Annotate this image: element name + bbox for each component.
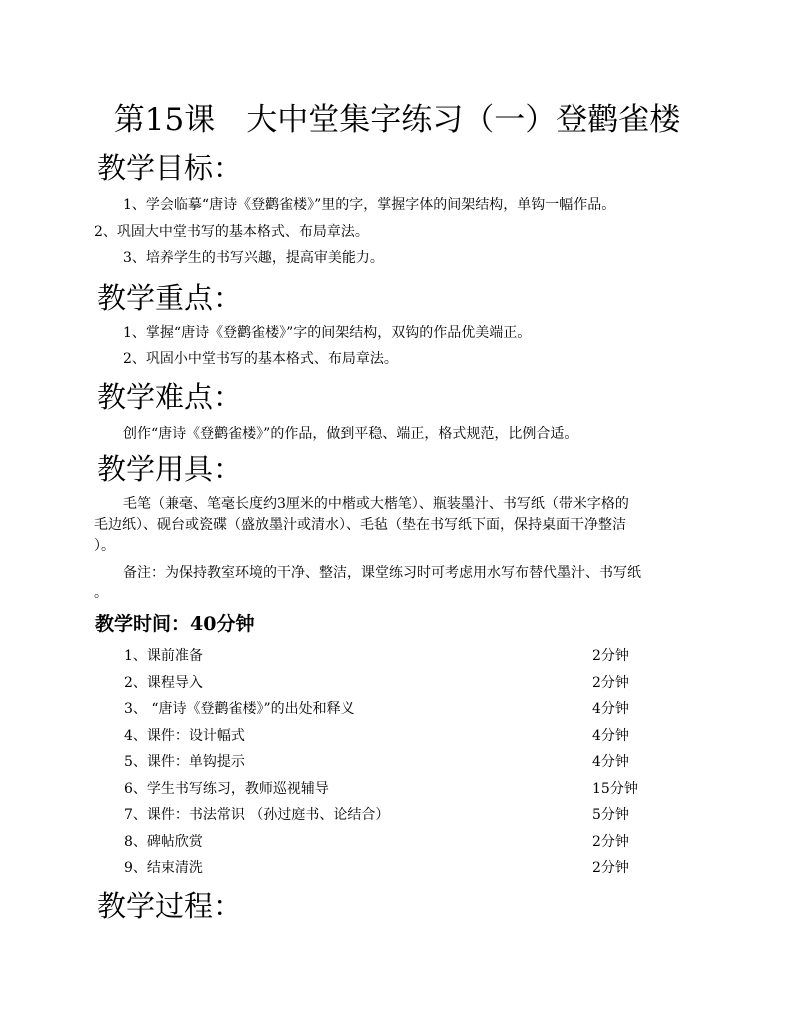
process-heading: 教学过程： — [97, 889, 243, 923]
schedule-item: 9、结束清洗 — [124, 860, 203, 876]
time-heading: 教学时间：40分钟 — [95, 613, 255, 635]
goal-item-3: 3、培养学生的书写兴趣，提高审美能力。 — [123, 250, 384, 266]
schedule-row — [124, 779, 644, 806]
schedule-duration: 4分钟 — [592, 701, 629, 717]
tools-note-line-1: 备注：为保持教室环境的干净、整洁，课堂练习时可考虑用水写布替代墨汁、书写纸 — [123, 565, 641, 581]
difficulties-heading: 教学难点： — [97, 380, 243, 414]
schedule-row — [124, 646, 644, 673]
goals-heading: 教学目标： — [97, 151, 243, 185]
schedule-duration: 2分钟 — [592, 860, 629, 876]
schedule-row — [124, 805, 644, 832]
difficulties-text: 创作“唐诗《登鹳雀楼》”的作品，做到平稳、端正，格式规范，比例合适。 — [123, 426, 579, 442]
schedule-item: 3、 “唐诗《登鹳雀楼》”的出处和释义 — [124, 701, 355, 717]
tools-line-3: ）。 — [94, 538, 115, 554]
tools-note-line-2: 。 — [94, 585, 108, 601]
schedule-item: 7、课件：书法常识 （孙过庭书、论结合） — [124, 807, 390, 823]
schedule-duration: 15分钟 — [592, 780, 638, 797]
schedule-row — [124, 858, 644, 885]
schedule-item: 1、课前准备 — [124, 648, 203, 664]
schedule-row — [124, 752, 644, 779]
schedule-row — [124, 673, 644, 700]
schedule-row — [124, 832, 644, 859]
schedule-row — [124, 726, 644, 753]
schedule-row — [124, 699, 644, 726]
tools-line-1: 毛笔（兼毫、笔毫长度约3厘米的中楷或大楷笔）、瓶装墨汁、书写纸（带米字格的 — [123, 496, 629, 512]
schedule-duration: 2分钟 — [592, 833, 629, 850]
key-points-heading: 教学重点： — [97, 281, 243, 315]
lesson-title: 第15课 大中堂集字练习（一）登鹳雀楼 — [113, 102, 681, 138]
tools-heading: 教学用具： — [97, 452, 243, 486]
goal-item-1: 1、学会临摹“唐诗《登鹳雀楼》”里的字，掌握字体的间架结构，单钩一幅作品。 — [123, 197, 616, 213]
schedule-duration: 5分钟 — [592, 807, 629, 823]
schedule-list — [124, 646, 644, 885]
schedule-duration: 2分钟 — [592, 674, 629, 691]
schedule-duration: 4分钟 — [592, 754, 629, 770]
schedule-item: 8、碑帖欣赏 — [124, 833, 203, 850]
schedule-item: 2、课程导入 — [124, 674, 203, 691]
schedule-duration: 4分钟 — [592, 727, 629, 744]
key-point-item-1: 1、掌握“唐诗《登鹳雀楼》”字的间架结构，双钩的作品优美端正。 — [123, 325, 532, 341]
tools-line-2: 毛边纸）、砚台或瓷碟（盛放墨汁或清水）、毛毡（垫在书写纸下面，保持桌面干净整洁 — [94, 517, 626, 533]
schedule-item: 6、学生书写练习，教师巡视辅导 — [124, 780, 329, 797]
schedule-duration: 2分钟 — [592, 648, 629, 664]
goal-item-2: 2、巩固大中堂书写的基本格式、布局章法。 — [94, 224, 369, 240]
schedule-item: 4、课件：设计幅式 — [124, 727, 245, 744]
key-point-item-2: 2、巩固小中堂书写的基本格式、布局章法。 — [123, 351, 398, 367]
schedule-item: 5、课件：单钩提示 — [124, 754, 245, 770]
